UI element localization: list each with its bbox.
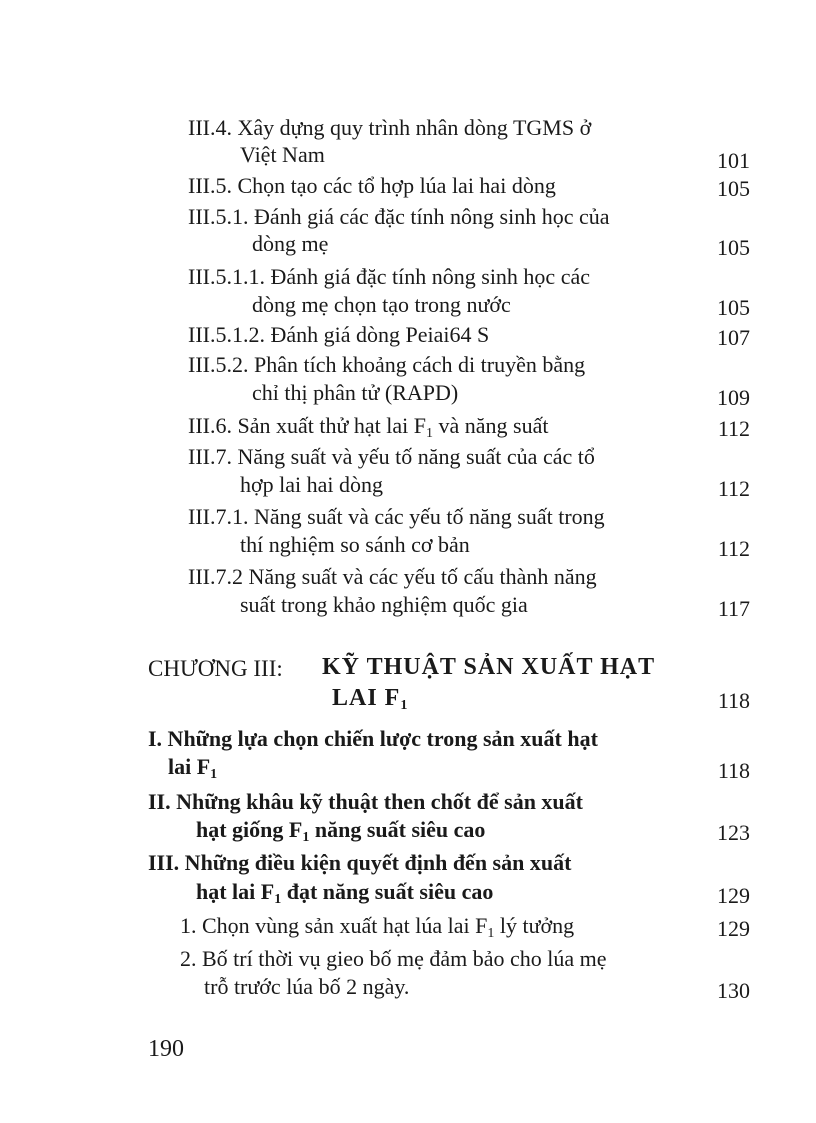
- toc-entry-line: Việt Nam: [240, 142, 325, 167]
- toc-entry-line: III.5. Chọn tạo các tổ hợp lúa lai hai dòng: [188, 173, 556, 198]
- toc-item-line: trỗ trước lúa bố 2 ngày.: [204, 974, 410, 999]
- toc-entry-line: suất trong khảo nghiệm quốc gia: [240, 592, 528, 617]
- toc-entry-line: III.7. Năng suất và yếu tố năng suất của các tổ: [188, 444, 595, 469]
- toc-page-number: 118: [717, 688, 750, 713]
- toc-entry-line: dòng mẹ chọn tạo trong nước: [252, 292, 511, 317]
- section-text: năng suất siêu cao: [309, 817, 486, 842]
- toc-entry-line: III.7.2 Năng suất và các yếu tố cấu thành năng: [188, 564, 597, 589]
- toc-item-line: 2. Bố trí thời vụ gieo bố mẹ đảm bảo cho lúa mẹ: [180, 946, 607, 971]
- page-number: 190: [148, 1036, 184, 1062]
- toc-page-number: 112: [717, 536, 750, 561]
- toc-entry-line: chỉ thị phân tử (RAPD): [252, 380, 459, 405]
- toc-page-number: 118: [717, 758, 750, 783]
- toc-entry-line: hợp lai hai dòng: [240, 472, 383, 497]
- section-text: hạt lai F: [196, 879, 275, 904]
- toc-entry-line: thí nghiệm so sánh cơ bản: [240, 532, 470, 557]
- toc-entry-line: dòng mẹ: [252, 231, 329, 256]
- toc-page-number: 101: [717, 148, 750, 173]
- subscript: 1: [274, 892, 282, 907]
- section-text: hạt giống F: [196, 817, 303, 842]
- subscript: 1: [487, 926, 495, 941]
- subscript: 1: [426, 426, 433, 441]
- toc-item-text: lý tưởng: [494, 913, 575, 938]
- section-text: đạt năng suất siêu cao: [281, 879, 494, 904]
- toc-item-text: 1. Chọn vùng sản xuất hạt lúa lai F: [180, 913, 488, 938]
- toc-page-number: 105: [717, 176, 750, 201]
- toc-entry-line: III.5.2. Phân tích khoảng cách di truyền bằng: [188, 352, 586, 377]
- toc-item-line: [180, 911, 574, 940]
- subscript: 1: [400, 698, 409, 713]
- toc-entry-text: III.6. Sản xuất thử hạt lai F: [188, 413, 426, 438]
- toc-page-number: 112: [717, 416, 750, 441]
- toc-entry-line: III.5.1. Đánh giá các đặc tính nông sinh học của: [188, 204, 610, 229]
- toc-entry-line: III.4. Xây dựng quy trình nhân dòng TGMS ở: [188, 115, 592, 140]
- toc-page-number: 123: [717, 820, 750, 845]
- toc-page-number: 129: [717, 916, 750, 941]
- toc-page-number: 109: [717, 385, 750, 410]
- toc-page-number: 105: [717, 295, 750, 320]
- toc-page-number: 117: [717, 596, 750, 621]
- toc-entry-line: III.5.1.2. Đánh giá dòng Peiai64 S: [188, 322, 490, 347]
- section-title-line2: [168, 752, 217, 781]
- section-title: II. Những khâu kỹ thuật then chốt để sản xuất: [148, 789, 583, 814]
- toc-entry-line: III.5.1.1. Đánh giá đặc tính nông sinh học các: [188, 264, 590, 289]
- section-title: I. Những lựa chọn chiến lược trong sản xuất hạt: [148, 726, 598, 751]
- subscript: 1: [302, 830, 310, 845]
- chapter-title-line2: [332, 684, 408, 713]
- toc-page-number: 107: [717, 325, 750, 350]
- section-title-line2: [196, 877, 493, 906]
- toc-page-number: 112: [717, 476, 750, 501]
- toc-page-number: 105: [717, 235, 750, 260]
- section-title-line2: [196, 815, 485, 844]
- chapter-title: KỸ THUẬT SẢN XUẤT HẠT: [322, 654, 656, 680]
- toc-entry-line: III.7.1. Năng suất và các yếu tố năng suất trong: [188, 504, 605, 529]
- section-text: lai F: [168, 754, 211, 779]
- toc-page-number: 130: [717, 978, 750, 1003]
- toc-page-number: 129: [717, 883, 750, 908]
- section-title: III. Những điều kiện quyết định đến sản xuất: [148, 850, 572, 875]
- toc-entry-line: [188, 411, 548, 440]
- chapter-title-text: LAI F: [332, 685, 401, 711]
- chapter-label: CHƯƠNG III:: [148, 656, 283, 681]
- subscript: 1: [210, 767, 218, 782]
- toc-entry-text: và năng suất: [433, 413, 549, 438]
